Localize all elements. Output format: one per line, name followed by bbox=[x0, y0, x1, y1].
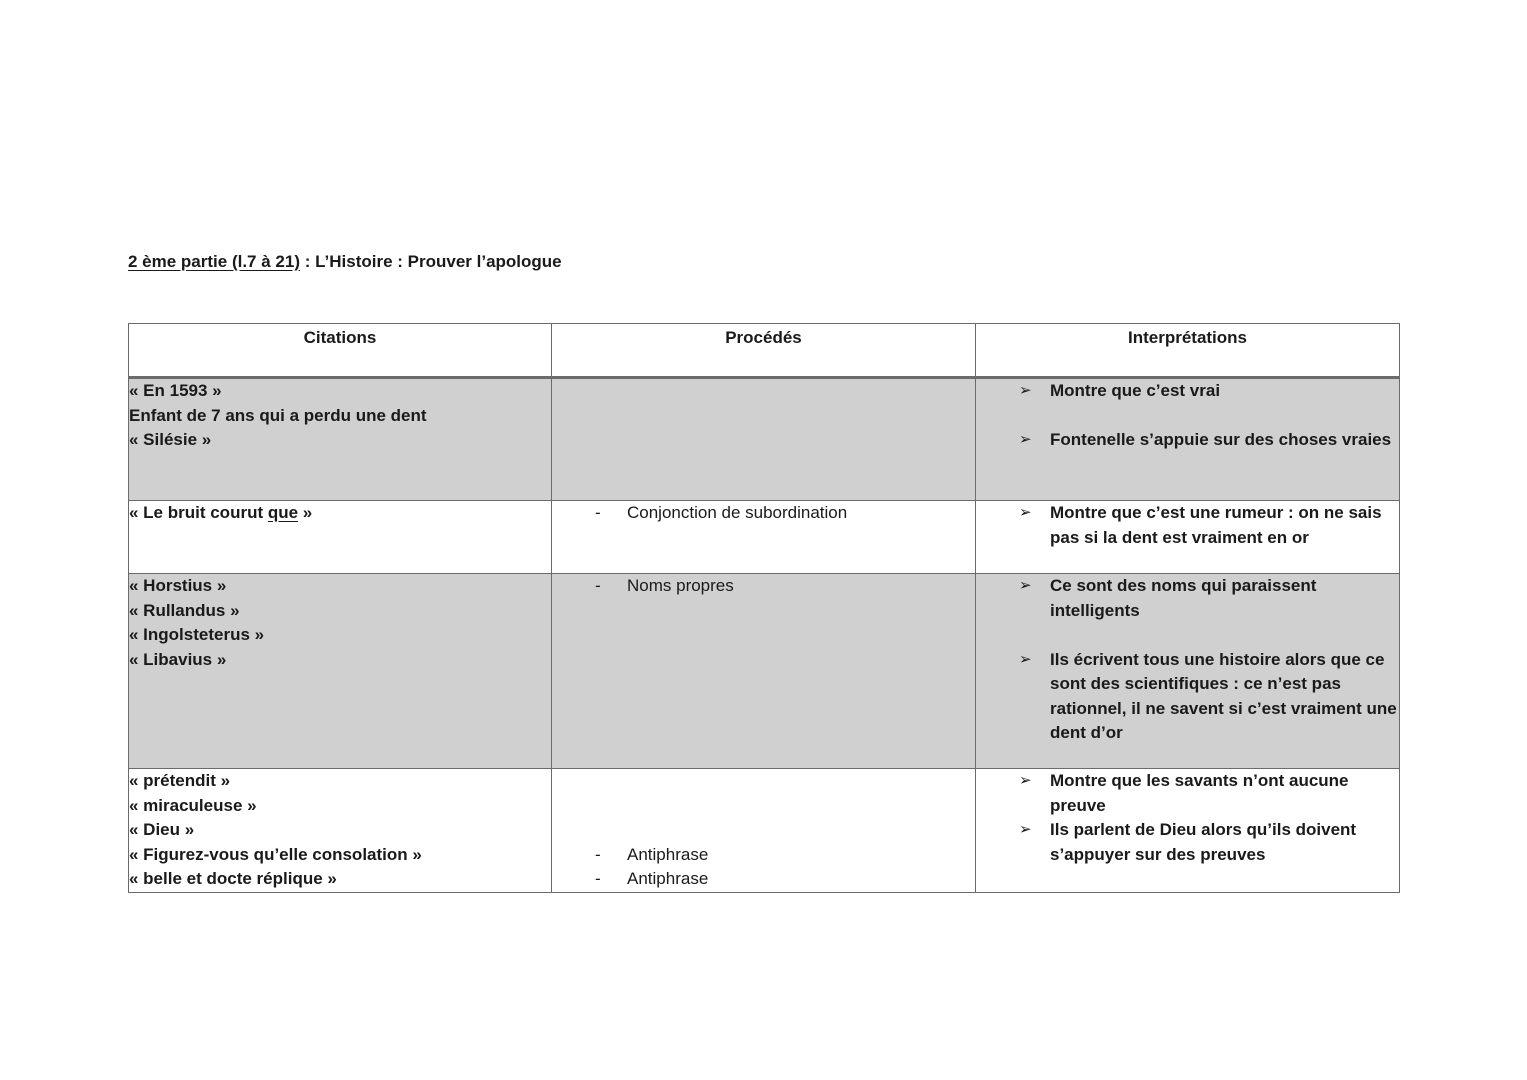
procede-text: Antiphrase bbox=[627, 844, 709, 864]
arrow-bullet-icon: ➢ bbox=[1019, 504, 1032, 521]
interpretation-text: Ils parlent de Dieu alors qu’ils doivent s’appuyer sur des preuves bbox=[1050, 820, 1357, 864]
citation-underlined-word: que bbox=[267, 503, 299, 522]
citation: « belle et docte réplique » bbox=[129, 869, 337, 888]
citations-cell bbox=[129, 378, 552, 501]
interpretations-cell bbox=[976, 574, 1400, 769]
interpretation-item bbox=[976, 574, 1399, 623]
arrow-bullet-icon: ➢ bbox=[1019, 650, 1032, 668]
citation: « Silésie » bbox=[129, 430, 212, 449]
interpretation-item bbox=[976, 769, 1399, 818]
dash-bullet: - bbox=[595, 844, 601, 864]
arrow-bullet-icon: ➢ bbox=[1019, 382, 1032, 399]
arrow-bullet-icon: ➢ bbox=[1019, 772, 1032, 789]
table-row bbox=[129, 501, 1400, 574]
citation: « Dieu » bbox=[129, 820, 195, 839]
procedes-cell bbox=[552, 769, 976, 893]
citation: Enfant de 7 ans qui a perdu une dent bbox=[129, 405, 427, 425]
dash-bullet: - bbox=[595, 503, 601, 522]
interpretation-text: Fontenelle s’appuie sur des choses vraies bbox=[1050, 430, 1392, 449]
citation: « Figurez-vous qu’elle consolation » bbox=[129, 844, 422, 864]
header-interpretations: Interprétations bbox=[976, 324, 1400, 378]
procede-text: Conjonction de subordination bbox=[627, 503, 848, 522]
citation: « Ingolsteterus » bbox=[129, 625, 265, 644]
dash-bullet: - bbox=[595, 576, 601, 595]
table-row bbox=[129, 574, 1400, 769]
arrow-bullet-icon: ➢ bbox=[1019, 821, 1032, 838]
citation-part: » bbox=[298, 503, 313, 522]
citation: « prétendit » bbox=[129, 771, 231, 790]
table-row bbox=[129, 378, 1400, 501]
procedes-cell bbox=[552, 378, 976, 501]
citations-cell bbox=[129, 574, 552, 769]
dash-bullet: - bbox=[595, 869, 601, 888]
interpretation-item bbox=[976, 648, 1399, 746]
header-citations: Citations bbox=[129, 324, 552, 378]
interpretation-text: Montre que c’est une rumeur : on ne sais pas si la dent est vraiment en or bbox=[1050, 503, 1382, 547]
procede-text: Antiphrase bbox=[627, 869, 709, 888]
analysis-table bbox=[128, 323, 1400, 893]
heading-separator: : bbox=[299, 252, 316, 271]
citation: « Libavius » bbox=[129, 649, 227, 669]
interpretation-item bbox=[976, 501, 1399, 550]
section-heading bbox=[128, 252, 562, 272]
arrow-bullet-icon: ➢ bbox=[1019, 577, 1032, 594]
citation: « miraculeuse » bbox=[129, 795, 257, 815]
heading-title: L’Histoire : Prouver l’apologue bbox=[315, 252, 562, 271]
interpretation-item bbox=[976, 379, 1399, 404]
interpretation-text: Montre que les savants n’ont aucune preuve bbox=[1050, 771, 1349, 815]
procede-text: Noms propres bbox=[627, 576, 734, 595]
interpretations-cell bbox=[976, 378, 1400, 501]
heading-part: 2 ème partie (l.7 à 21) bbox=[128, 252, 300, 271]
citation: « Horstius » bbox=[129, 576, 227, 595]
procede-item bbox=[552, 843, 975, 868]
citations-cell bbox=[129, 769, 552, 893]
interpretation-item bbox=[976, 428, 1399, 453]
interpretations-cell bbox=[976, 501, 1400, 574]
arrow-bullet-icon: ➢ bbox=[1019, 431, 1032, 448]
procede-item bbox=[552, 501, 975, 526]
citation-part: « Le bruit courut bbox=[129, 503, 268, 522]
header-procedes: Procédés bbox=[552, 324, 976, 378]
procedes-cell bbox=[552, 501, 976, 574]
citations-cell bbox=[129, 501, 552, 574]
interpretation-text: Ce sont des noms qui paraissent intelligents bbox=[1050, 576, 1317, 620]
procede-item bbox=[552, 574, 975, 599]
interpretation-text: Ils écrivent tous une histoire alors que ce sont des scientifiques : ce n’est pas rationnel, il ne savent si c’est vraiment une dent d’or bbox=[1050, 649, 1397, 742]
citation bbox=[129, 501, 551, 526]
procedes-cell bbox=[552, 574, 976, 769]
interpretation-text: Montre que c’est vrai bbox=[1050, 381, 1221, 400]
interpretations-cell bbox=[976, 769, 1400, 893]
table-header-row bbox=[129, 324, 1400, 378]
procede-item bbox=[552, 867, 975, 892]
citation: « En 1593 » bbox=[129, 381, 222, 400]
table-row bbox=[129, 769, 1400, 893]
interpretation-item bbox=[976, 818, 1399, 867]
citation: « Rullandus » bbox=[129, 600, 240, 620]
